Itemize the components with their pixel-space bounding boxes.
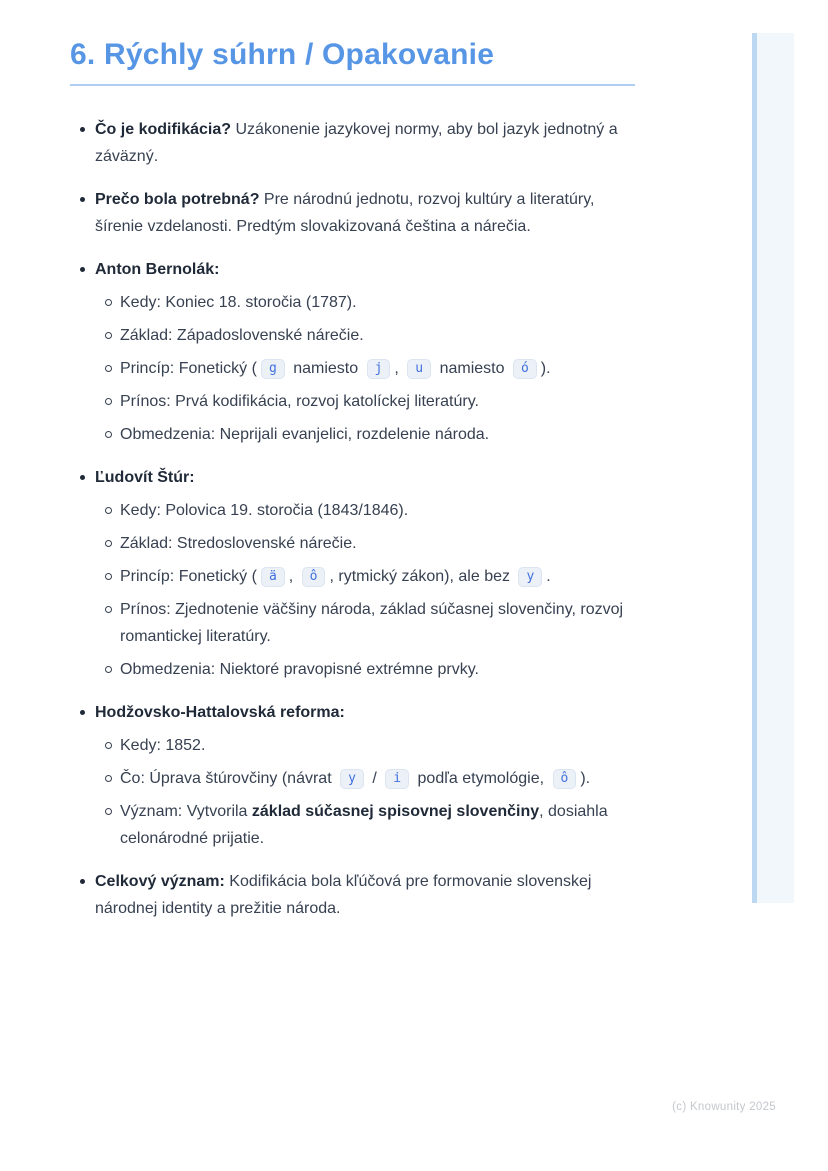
page-title: 6. Rýchly súhrn / Opakovanie: [70, 38, 495, 71]
code-badge: j: [367, 359, 391, 379]
bold-text: Celkový význam:: [95, 873, 225, 890]
sub-bullet-marker: [103, 388, 120, 415]
sub-bullet-marker: [105, 808, 112, 815]
list-item-text: [95, 699, 630, 726]
content-list: [78, 100, 630, 922]
sub-bullet-marker: [103, 798, 120, 825]
sub-list-item: [103, 563, 630, 590]
sub-list-item-text: Kedy: Koniec 18. storočia (1787).: [120, 294, 357, 311]
bullet-marker: [78, 256, 95, 283]
sub-list-item: [103, 421, 630, 448]
sub-list-item-text: Obmedzenia: Niektoré pravopisné extrémne prvky.: [120, 661, 479, 678]
bullet-marker: [78, 116, 95, 143]
list-item: [78, 186, 630, 240]
bold-text: Ľudovít Štúr:: [95, 469, 195, 486]
sub-bullet-marker: [103, 732, 120, 759]
code-badge: ô: [553, 769, 577, 789]
bold-text: Anton Bernolák:: [95, 261, 220, 278]
title-divider: [70, 84, 635, 86]
sub-bullet-marker: [105, 365, 112, 372]
sub-bullet-marker: [105, 299, 112, 306]
bullet-marker: [80, 127, 85, 132]
sub-list-item-text: Kedy: 1852.: [120, 737, 206, 754]
bullet-marker: [80, 475, 85, 480]
bullet-marker: [80, 197, 85, 202]
code-badge: y: [340, 769, 364, 789]
bullet-marker: [80, 710, 85, 715]
sub-bullet-marker: [103, 355, 120, 382]
sub-list-item: [103, 497, 630, 524]
sub-list-item-text: Obmedzenia: Neprijali evanjelici, rozdelenie národa.: [120, 426, 490, 443]
list-item-text: [95, 256, 630, 283]
bullet-marker: [78, 186, 95, 213]
code-badge: g: [261, 359, 285, 379]
code-badge: ô: [302, 567, 326, 587]
sub-list-item: [103, 596, 630, 650]
sub-list-item: [103, 798, 630, 852]
sub-bullet-marker: [103, 530, 120, 557]
sub-list-item-text: Základ: Stredoslovenské nárečie.: [120, 535, 357, 552]
sub-bullet-marker: [103, 563, 120, 590]
sub-list-item-text: Čo: Úprava štúrovčiny (návrat y / i podľa etymológie, ô ).: [120, 770, 591, 787]
sub-bullet-marker: [103, 497, 120, 524]
sub-list-item: [103, 656, 630, 683]
sub-list-item: [103, 732, 630, 759]
bullet-marker: [78, 464, 95, 491]
list-item: [78, 699, 630, 726]
bullet-marker: [80, 267, 85, 272]
code-badge: u: [407, 359, 431, 379]
sub-list-item-text: Prínos: Zjednotenie väčšiny národa, základ súčasnej slovenčiny, rozvoj romantickej literatúry.: [120, 601, 624, 645]
sub-list-item: [103, 355, 630, 382]
sub-bullet-marker: [105, 775, 112, 782]
sub-bullet-marker: [105, 540, 112, 547]
sub-list-item: [103, 765, 630, 792]
code-badge: i: [385, 769, 409, 789]
bullet-marker: [78, 868, 95, 895]
bullet-marker: [78, 699, 95, 726]
scrollbar[interactable]: [752, 33, 794, 903]
list-item: [78, 256, 630, 283]
sub-list-item: [103, 289, 630, 316]
bold-text: Čo je kodifikácia?: [95, 121, 232, 138]
sub-list-item-text: Základ: Západoslovenské nárečie.: [120, 327, 364, 344]
sub-list-item: [103, 322, 630, 349]
code-badge: ó: [513, 359, 537, 379]
sub-bullet-marker: [105, 332, 112, 339]
sub-bullet-marker: [103, 322, 120, 349]
bold-text: Prečo bola potrebná?: [95, 191, 260, 208]
sub-bullet-marker: [105, 742, 112, 749]
list-item-text: [95, 464, 630, 491]
sub-list-item: [103, 388, 630, 415]
list-item-text: Prečo bola potrebná? Pre národnú jednotu, rozvoj kultúry a literatúry, šírenie vzdelanosti. Predtým slovakizovaná čeština a nárečia.: [95, 191, 595, 235]
bold-text: Hodžovsko-Hattalovská reforma:: [95, 704, 345, 721]
code-badge: y: [518, 567, 542, 587]
sub-bullet-marker: [103, 596, 120, 623]
sub-list-item-text: Prínos: Prvá kodifikácia, rozvoj katolíckej literatúry.: [120, 393, 479, 410]
sub-bullet-marker: [103, 765, 120, 792]
sub-list-item-text: Kedy: Polovica 19. storočia (1843/1846).: [120, 502, 409, 519]
sub-bullet-marker: [105, 606, 112, 613]
list-item-text: Celkový význam: Kodifikácia bola kľúčová pre formovanie slovenskej národnej identity a prežitie národa.: [95, 873, 592, 917]
bullet-marker: [80, 879, 85, 884]
footer-copyright: (c) Knowunity 2025: [672, 1101, 776, 1113]
sub-bullet-marker: [105, 573, 112, 580]
list-item: [78, 868, 630, 922]
sub-list-item-text: Princíp: Fonetický ( ä , ô , rytmický zákon), ale bez y .: [120, 568, 551, 585]
sub-list-item-text: Význam: Vytvorila základ súčasnej spisovnej slovenčiny, dosiahla celonárodné prijatie.: [120, 803, 608, 847]
sub-bullet-marker: [103, 656, 120, 683]
sub-bullet-marker: [105, 431, 112, 438]
sub-bullet-marker: [103, 421, 120, 448]
list-item: [78, 464, 630, 491]
list-item: [78, 116, 630, 170]
sub-bullet-marker: [103, 289, 120, 316]
code-badge: ä: [261, 567, 285, 587]
sub-bullet-marker: [105, 398, 112, 405]
sub-list-item-text: Princíp: Fonetický ( g namiesto j , u namiesto ó ).: [120, 360, 551, 377]
list-item-text: Čo je kodifikácia? Uzákonenie jazykovej normy, aby bol jazyk jednotný a záväzný.: [95, 121, 618, 165]
sub-bullet-marker: [105, 666, 112, 673]
sub-bullet-marker: [105, 507, 112, 514]
sub-list-item: [103, 530, 630, 557]
bold-text: základ súčasnej spisovnej slovenčiny: [251, 803, 540, 820]
